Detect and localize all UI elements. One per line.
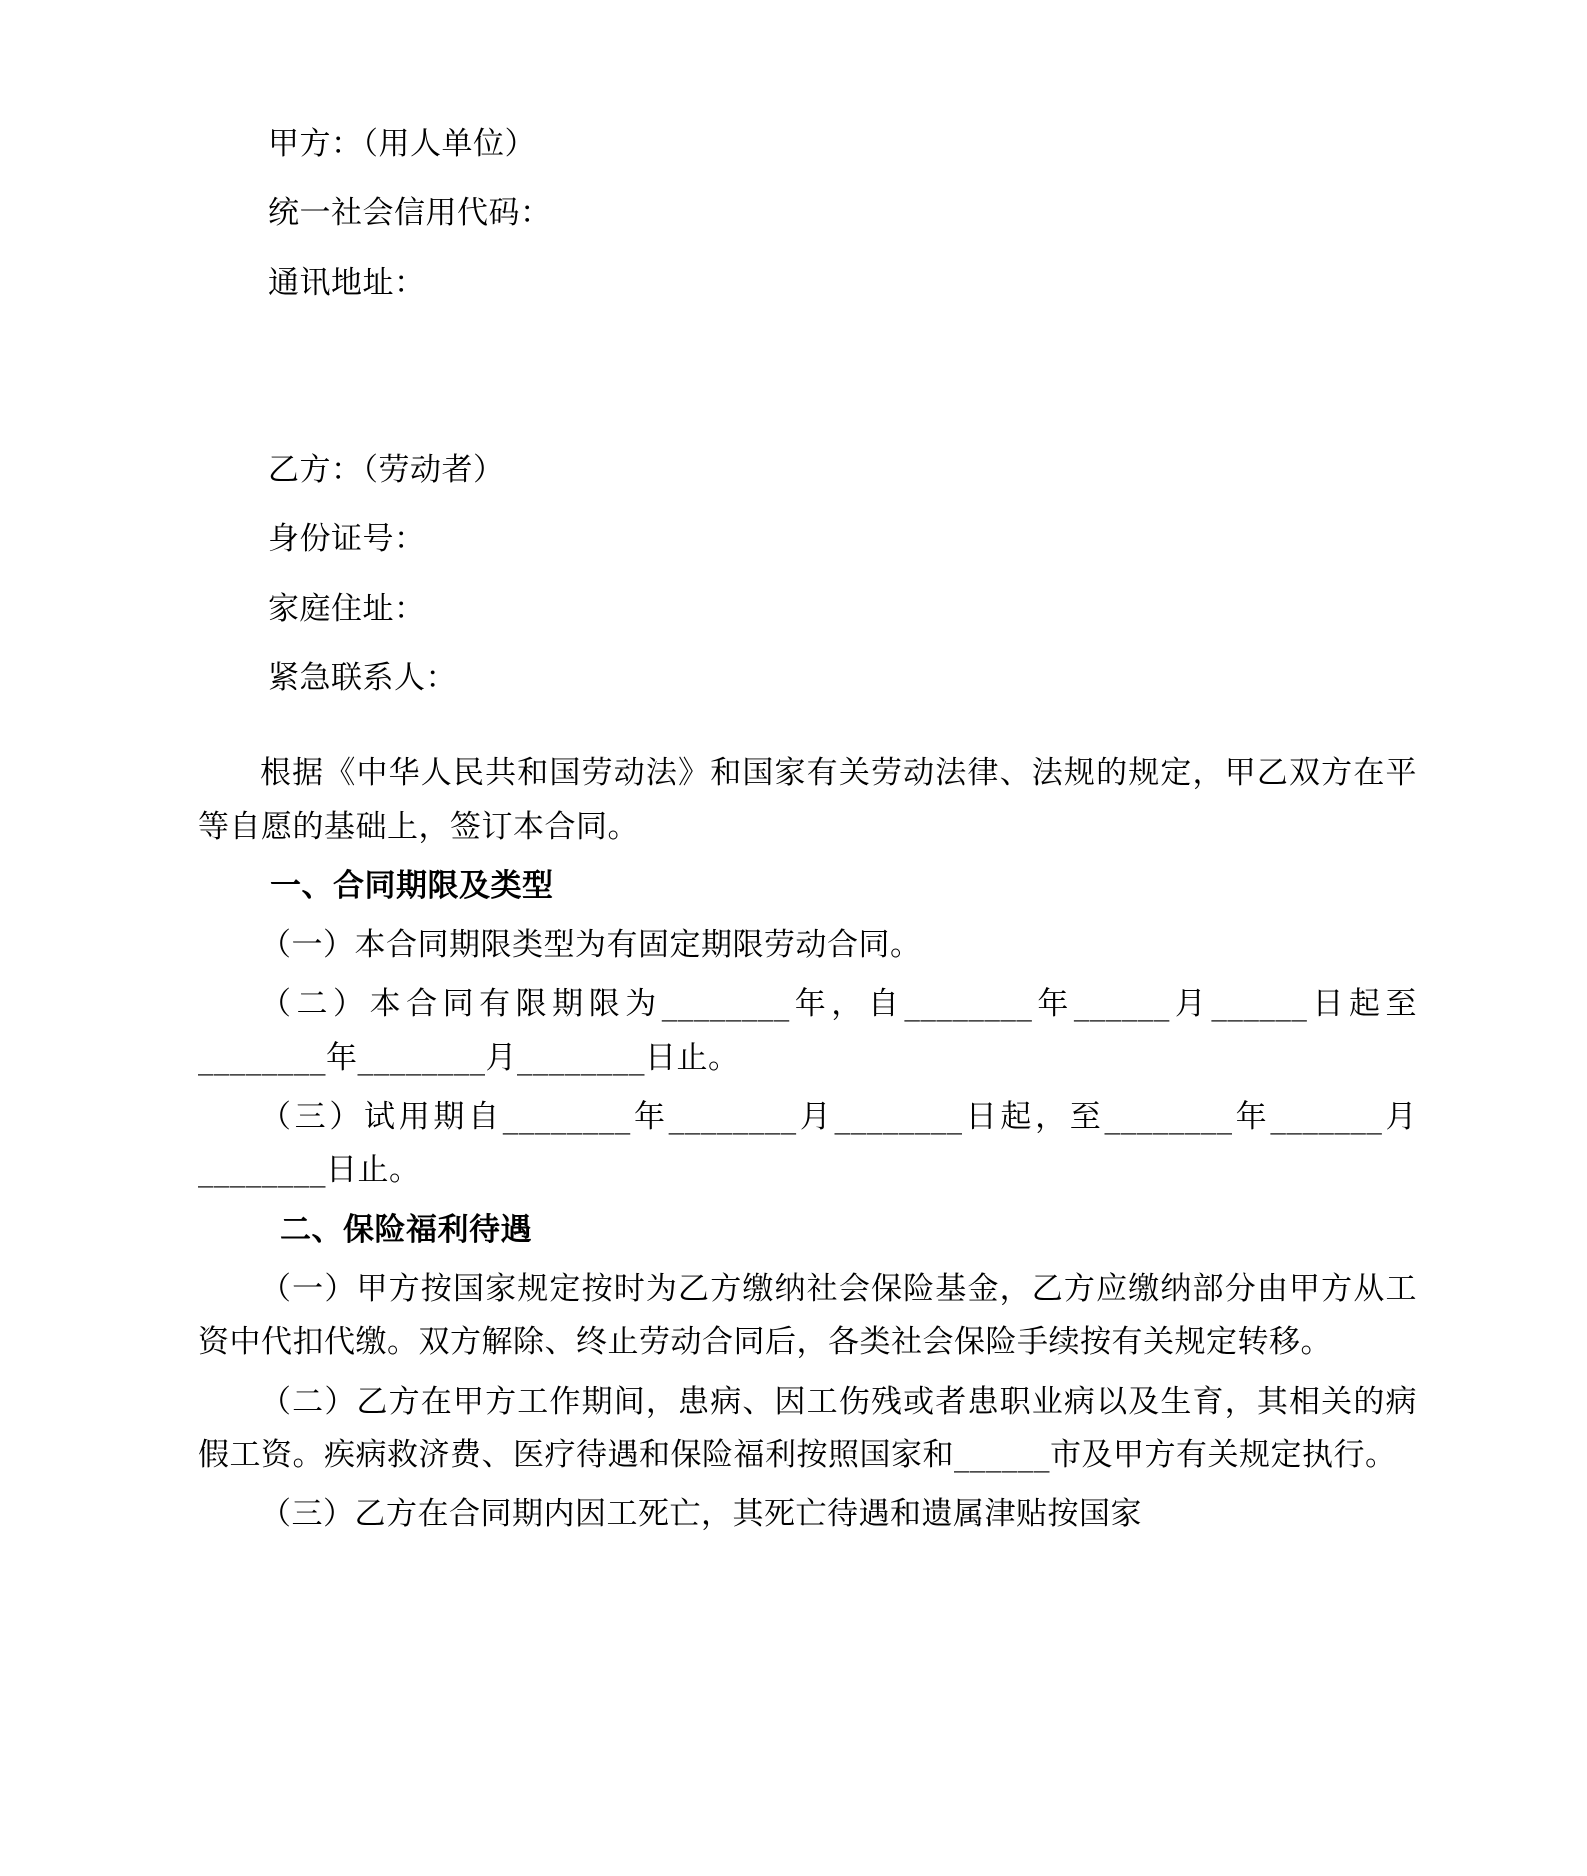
employee-id-label: 身份证号： bbox=[268, 521, 426, 558]
section-1-clause-3: （三）试用期自________年________月________日起，至________年_______月________日止。 bbox=[198, 1099, 1417, 1189]
party-separator-gap bbox=[198, 326, 1417, 444]
employer-address-label: 通讯地址： bbox=[268, 264, 426, 301]
section-2-clause-3: （三）乙方在合同期内因工死亡，其死亡待遇和遗属津贴按国家 bbox=[260, 1496, 1142, 1533]
preamble-paragraph: 根据《中华人民共和国劳动法》和国家有关劳动法律、法规的规定，甲乙双方在平等自愿的基础上，签订本合同。 bbox=[198, 755, 1417, 845]
section-2-clause-1: （一）甲方按国家规定按时为乙方缴纳社会保险基金，乙方应缴纳部分由甲方从工资中代扣代缴。双方解除、终止劳动合同后，各类社会保险手续按有关规定转移。 bbox=[198, 1271, 1417, 1361]
employee-home-address-label: 家庭住址： bbox=[268, 590, 426, 627]
section-2-clause-2: （二）乙方在甲方工作期间，患病、因工伤残或者患职业病以及生育，其相关的病假工资。疾病救济费、医疗待遇和保险福利按照国家和______市及甲方有关规定执行。 bbox=[198, 1383, 1417, 1473]
employee-emergency-contact-label: 紧急联系人： bbox=[268, 659, 457, 696]
section-1-clause-2: （二）本合同有限期限为________年，自________年______月______日起至________年________月________日止。 bbox=[198, 986, 1417, 1076]
section-title-1: 一、合同期限及类型 bbox=[270, 867, 554, 904]
document-body bbox=[198, 118, 1417, 1542]
employer-credit-code-label: 统一社会信用代码： bbox=[268, 195, 552, 232]
employer-party-label: 甲方：（用人单位） bbox=[268, 126, 536, 162]
employee-party-label: 乙方：（劳动者） bbox=[268, 451, 505, 488]
employee-party-block bbox=[198, 444, 1417, 705]
preamble-spacer bbox=[198, 721, 1417, 747]
section-title-2: 二、保险福利待遇 bbox=[280, 1211, 532, 1248]
section-1-clause-1: （一）本合同期限类型为有固定期限劳动合同。 bbox=[260, 927, 922, 964]
employer-party-block bbox=[198, 118, 1417, 310]
